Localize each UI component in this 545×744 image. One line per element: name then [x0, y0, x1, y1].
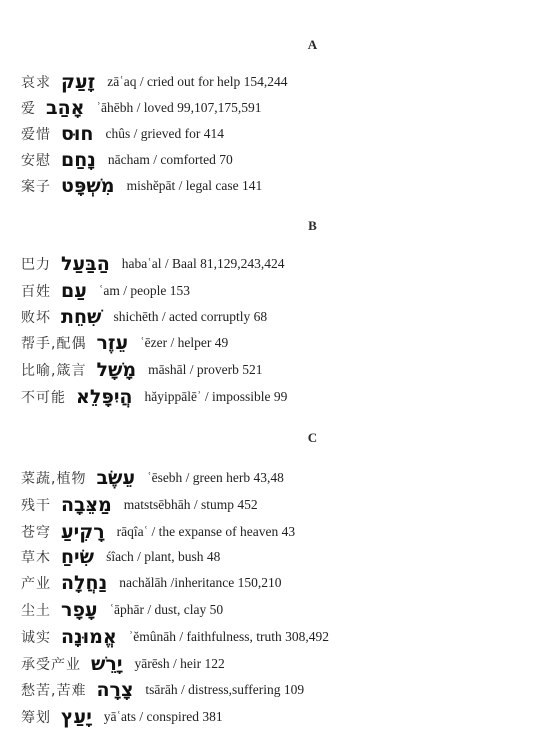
transliteration-gloss: hăyippālēʾ / impossible 99 [144, 389, 288, 404]
hebrew-word: נָחַם [61, 149, 96, 171]
chinese-term: 筹划 [21, 710, 51, 726]
chinese-term: 尘土 [21, 603, 51, 619]
transliteration-gloss: ʾāhēbh / loved 99,107,175,591 [96, 100, 262, 115]
index-entry [21, 467, 284, 489]
chinese-term: 帮手,配偶 [21, 336, 87, 352]
hebrew-word: אָהַב [46, 97, 85, 119]
chinese-term: 菜蔬,植物 [21, 471, 87, 487]
transliteration-gloss: shichēth / acted corruptly 68 [113, 309, 268, 324]
hebrew-word: עֵשֶׂב [96, 467, 136, 489]
index-entry [21, 494, 258, 516]
transliteration-gloss: zāʿaq / cried out for help 154,244 [107, 74, 288, 89]
index-entry [21, 679, 304, 701]
index-entry [21, 626, 329, 648]
section-heading-a: A [307, 37, 318, 52]
hebrew-word: עֵזֶר [96, 332, 129, 354]
index-entry [21, 521, 295, 543]
chinese-term: 百姓 [21, 284, 51, 300]
chinese-term: 比喻,箴言 [21, 363, 87, 379]
hebrew-word: הֲיִפָּלֵא [76, 386, 133, 408]
chinese-term: 败坏 [21, 310, 51, 326]
index-entry [21, 599, 223, 621]
transliteration-gloss: ʿēsebh / green herb 43,48 [147, 470, 284, 485]
transliteration-gloss: māshāl / proverb 521 [148, 362, 263, 377]
transliteration-gloss: chûs / grieved for 414 [105, 126, 224, 141]
chinese-term: 安慰 [21, 153, 51, 169]
index-entry [21, 332, 228, 354]
index-entry [21, 386, 287, 408]
transliteration-gloss: ʿāphār / dust, clay 50 [109, 602, 224, 617]
hebrew-word: יָעַץ [61, 706, 92, 728]
hebrew-word: עָפָר [61, 599, 98, 621]
hebrew-word: עַם [61, 280, 87, 302]
hebrew-word: הַבַּעַל [61, 253, 110, 275]
index-entry [21, 572, 282, 594]
transliteration-gloss: nachălāh /inheritance 150,210 [119, 575, 282, 590]
hebrew-word: זָעַק [61, 71, 96, 93]
chinese-term: 案子 [21, 179, 51, 195]
chinese-term: 不可能 [21, 390, 66, 406]
transliteration-gloss: ʿēzer / helper 49 [140, 335, 229, 350]
index-entry [21, 546, 220, 568]
transliteration-gloss: ʾĕmûnāh / faithfulness, truth 308,492 [128, 629, 329, 644]
hebrew-word: נַחֲלָה [61, 572, 108, 594]
chinese-term: 哀求 [21, 75, 51, 91]
index-entry [21, 175, 262, 197]
transliteration-gloss: yāʿats / conspired 381 [103, 709, 223, 724]
transliteration-gloss: tsārāh / distress,suffering 109 [145, 682, 305, 697]
chinese-term: 愁苦,苦难 [21, 683, 87, 699]
transliteration-gloss: matstsēbhāh / stump 452 [123, 497, 258, 512]
index-entry [21, 71, 288, 93]
section-heading-b: B [308, 218, 317, 233]
section-heading-c: C [307, 430, 318, 445]
hebrew-word: מָשָׁל [96, 359, 137, 381]
hebrew-word: מִשְׁפָּט [61, 175, 115, 197]
hebrew-word: מַצֵּבָה [61, 494, 112, 516]
transliteration-gloss: ʿam / people 153 [98, 283, 190, 298]
chinese-term: 巴力 [21, 257, 51, 273]
chinese-term: 残干 [21, 498, 51, 514]
chinese-term: 诚实 [21, 630, 51, 646]
hebrew-word: חוּס [61, 123, 94, 145]
index-entry [21, 123, 224, 145]
hebrew-word: צָרָה [96, 679, 134, 701]
chinese-term: 苍穹 [21, 525, 51, 541]
index-entry [21, 359, 262, 381]
transliteration-gloss: śîach / plant, bush 48 [106, 549, 221, 564]
index-entry [21, 280, 190, 302]
index-entry [21, 653, 225, 675]
transliteration-gloss: mishĕpāt / legal case 141 [126, 178, 263, 193]
index-entry [21, 97, 261, 119]
hebrew-word: שִׂיחַ [61, 546, 95, 568]
chinese-term: 草木 [21, 550, 51, 566]
chinese-term: 爱惜 [21, 127, 51, 143]
hebrew-word: שִׁחֵת [61, 306, 102, 328]
index-entry [21, 706, 223, 728]
hebrew-word: יָרֵשׁ [91, 653, 123, 675]
index-entry [21, 253, 284, 275]
chinese-term: 承受产业 [21, 657, 81, 673]
transliteration-gloss: yārēsh / heir 122 [134, 656, 225, 671]
hebrew-word: אֱמוּנָה [61, 626, 117, 648]
transliteration-gloss: habaʿal / Baal 81,129,243,424 [121, 256, 285, 271]
chinese-term: 产业 [21, 576, 51, 592]
hebrew-word: רָקִיעַ [61, 521, 105, 543]
transliteration-gloss: rāqîaʿ / the expanse of heaven 43 [116, 524, 296, 539]
index-entry [21, 306, 267, 328]
index-entry [21, 149, 233, 171]
transliteration-gloss: nācham / comforted 70 [107, 152, 233, 167]
chinese-term: 爱 [21, 101, 36, 117]
